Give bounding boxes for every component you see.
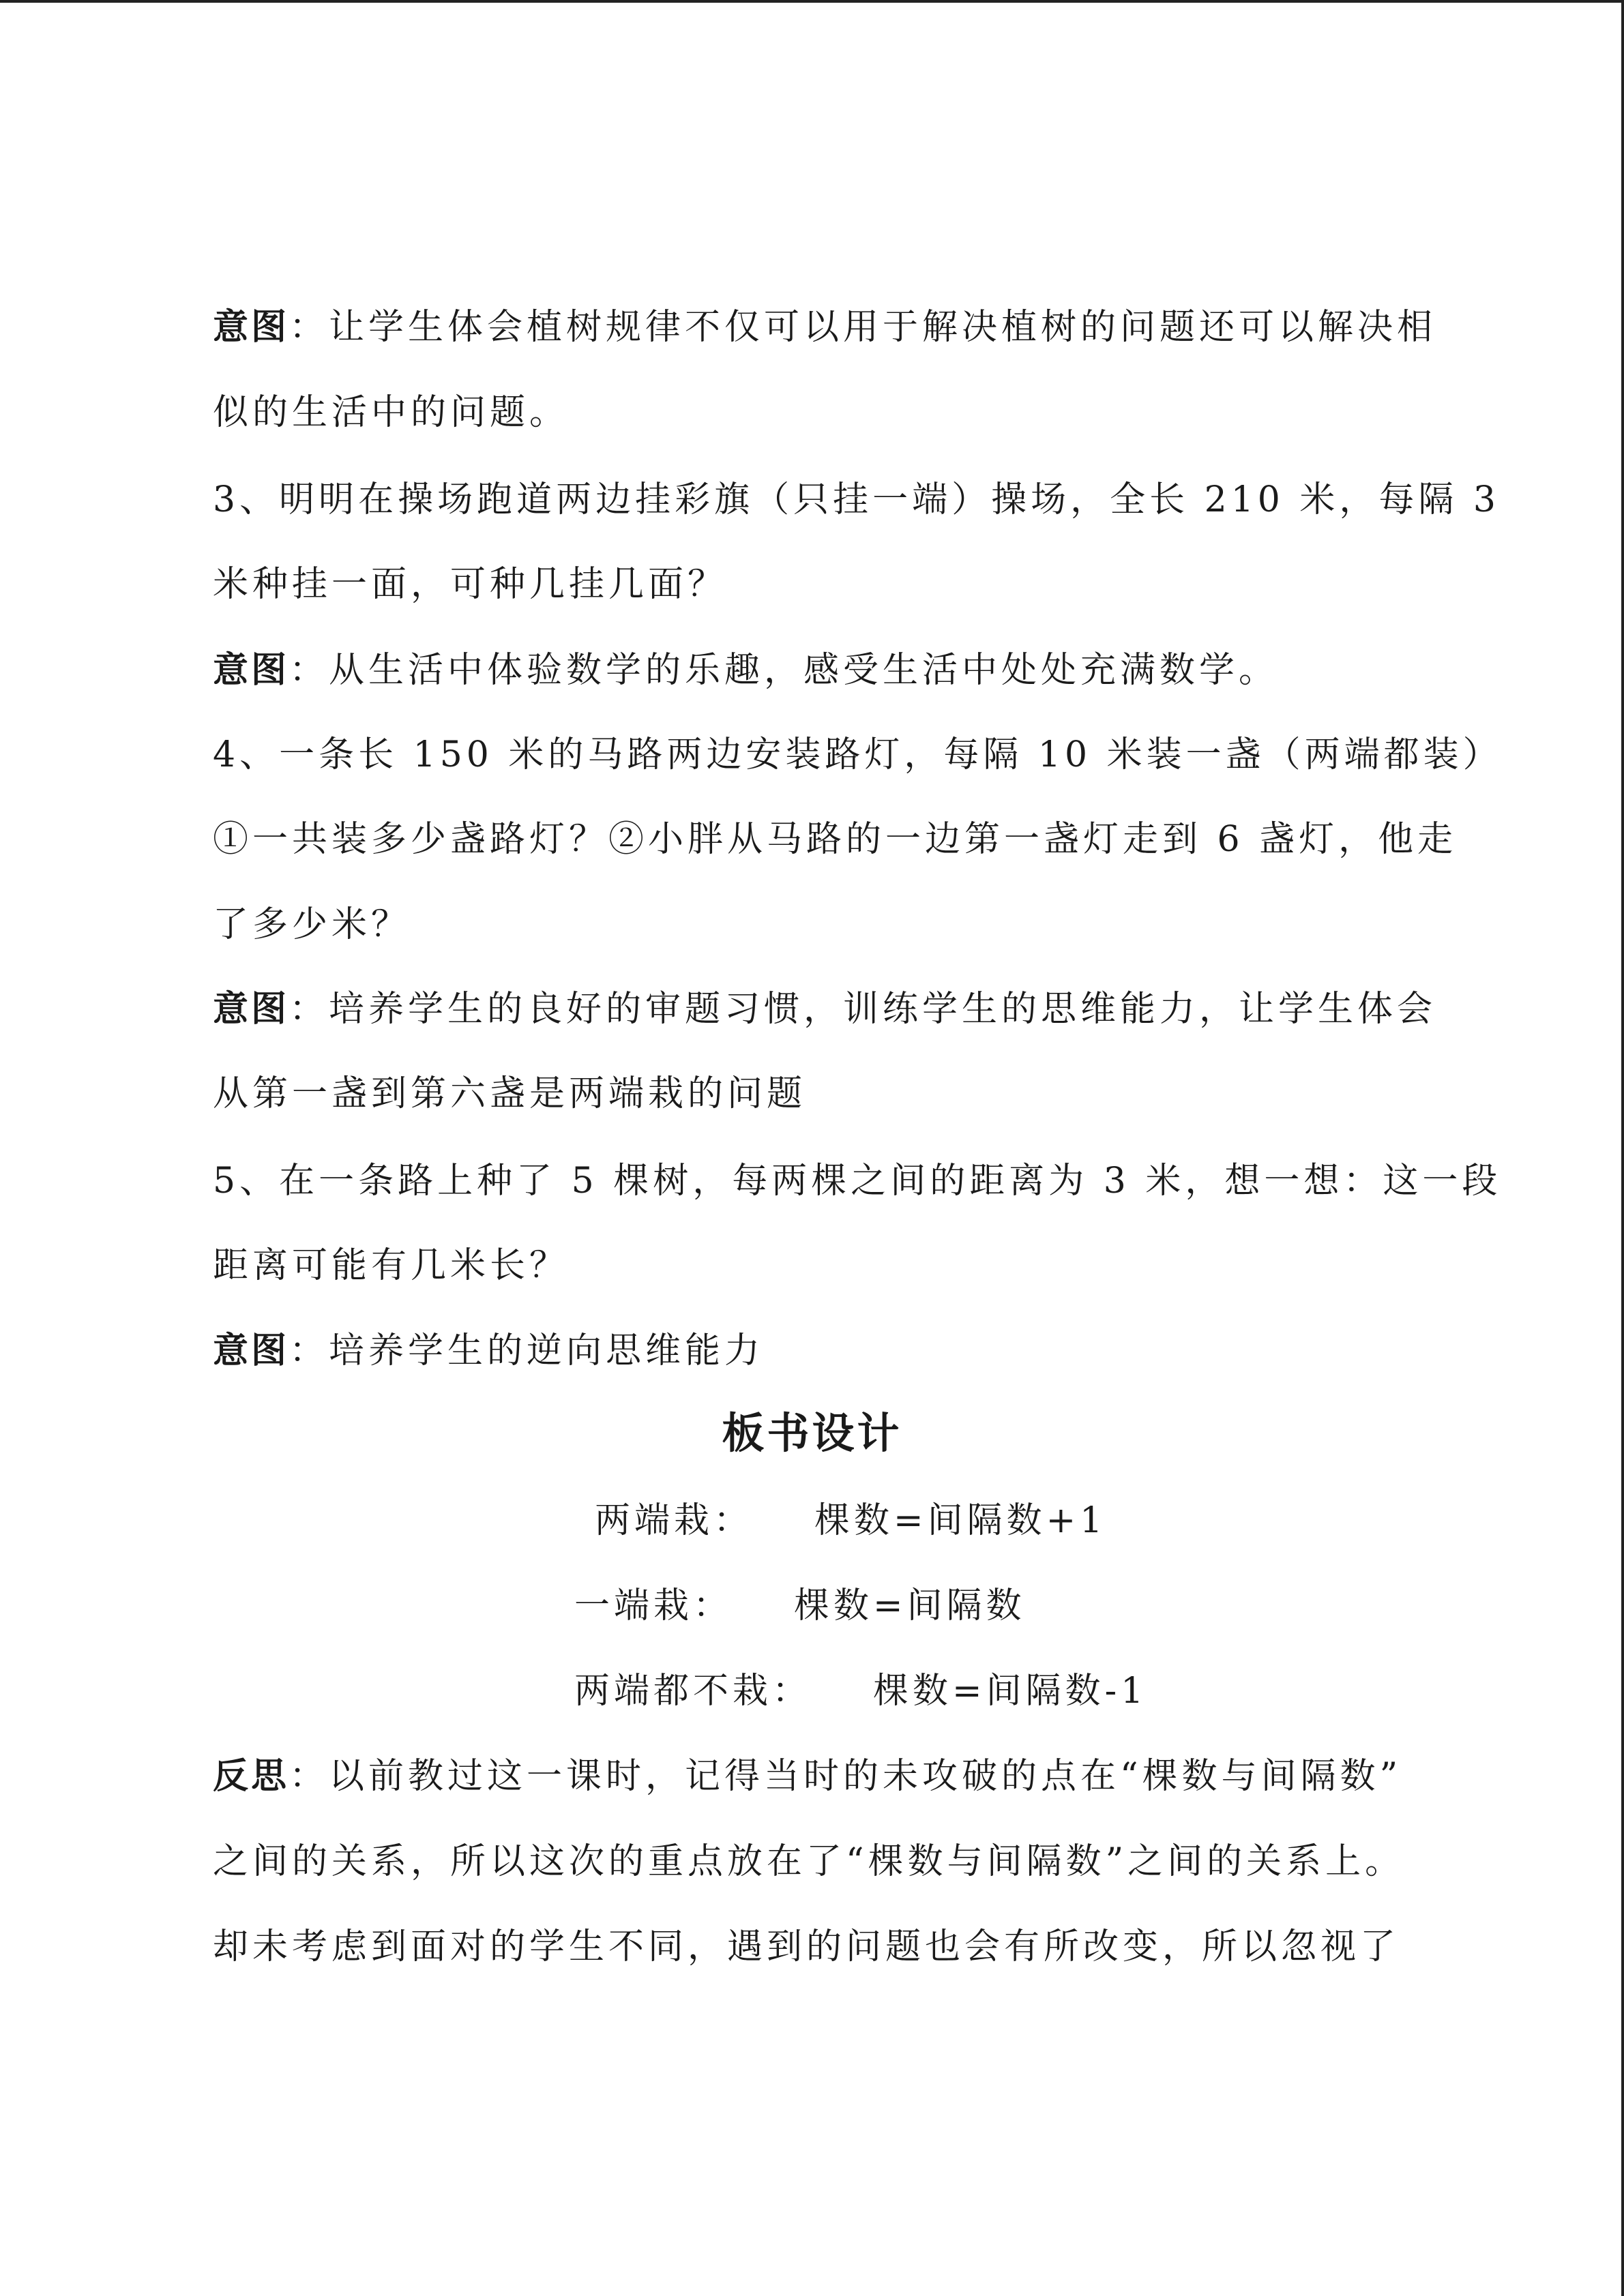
board-row-formula: 棵数=间隔数: [794, 1585, 1026, 1626]
intent-label: 意图: [213, 989, 290, 1030]
reflection-label: 反思: [213, 1756, 290, 1797]
intent-1-line-2: 似的生活中的问题。: [213, 392, 570, 433]
board-row-formula: 棵数=间隔数-1: [873, 1671, 1148, 1712]
board-row-one-end: [574, 1585, 1026, 1626]
question-3-line-1: 3、明明在操场跑道两边挂彩旗（只挂一端）操场，全长 210 米，每隔 3: [213, 479, 1501, 520]
intent-4-line-2: 从第一盏到第六盏是两端栽的问题: [213, 1073, 807, 1114]
board-row-label: 一端栽：: [574, 1585, 733, 1626]
intent-text: ：让学生体会植树规律不仅可以用于解决植树的问题还可以解决相: [289, 307, 1437, 348]
question-5-line-1: 5、在一条路上种了 5 棵树，每两棵之间的距离为 3 米，想一想：这一段: [213, 1161, 1502, 1202]
intent-5-line-1: [213, 1330, 764, 1371]
question-5-line-2: 距离可能有几米长？: [213, 1245, 570, 1286]
board-row-label: 两端都不栽：: [574, 1671, 812, 1712]
intent-text: ：从生活中体验数学的乐趣，感受生活中处处充满数学。: [289, 650, 1279, 691]
intent-3-line-1: [213, 650, 1278, 691]
intent-label: 意图: [213, 650, 290, 691]
intent-4-line-1: [213, 989, 1436, 1030]
board-row-formula: 棵数=间隔数+1: [814, 1500, 1107, 1541]
intent-1-line-1: [213, 307, 1436, 348]
reflection-text: ：以前教过这一课时，记得当时的未攻破的点在“棵数与间隔数”: [289, 1756, 1402, 1797]
intent-label: 意图: [213, 1330, 290, 1371]
reflection-line-1: [213, 1756, 1402, 1797]
board-design-title: 板书设计: [722, 1408, 902, 1458]
board-row-no-ends: [574, 1671, 1147, 1712]
reflection-line-2: 之间的关系，所以这次的重点放在了“棵数与间隔数”之间的关系上。: [213, 1841, 1405, 1882]
question-3-line-2: 米种挂一面，可种几挂几面？: [213, 564, 728, 605]
question-4-line-2: ①一共装多少盏路灯？②小胖从马路的一边第一盏灯走到 6 盏灯，他走: [213, 819, 1458, 860]
intent-text: ：培养学生的良好的审题习惯，训练学生的思维能力，让学生体会: [289, 989, 1437, 1030]
board-row-both-ends: [595, 1500, 1106, 1541]
intent-text: ：培养学生的逆向思维能力: [289, 1330, 765, 1371]
intent-label: 意图: [213, 307, 290, 348]
reflection-line-3: 却未考虑到面对的学生不同，遇到的问题也会有所改变，所以忽视了: [213, 1926, 1400, 1967]
question-4-line-1: 4、一条长 150 米的马路两边安装路灯，每隔 10 米装一盏（两端都装）: [213, 734, 1503, 775]
question-4-line-3: 了多少米？: [213, 904, 411, 945]
page-border-top: [0, 0, 1624, 3]
board-row-label: 两端栽：: [595, 1500, 754, 1541]
page-border-right: [1621, 0, 1624, 2296]
